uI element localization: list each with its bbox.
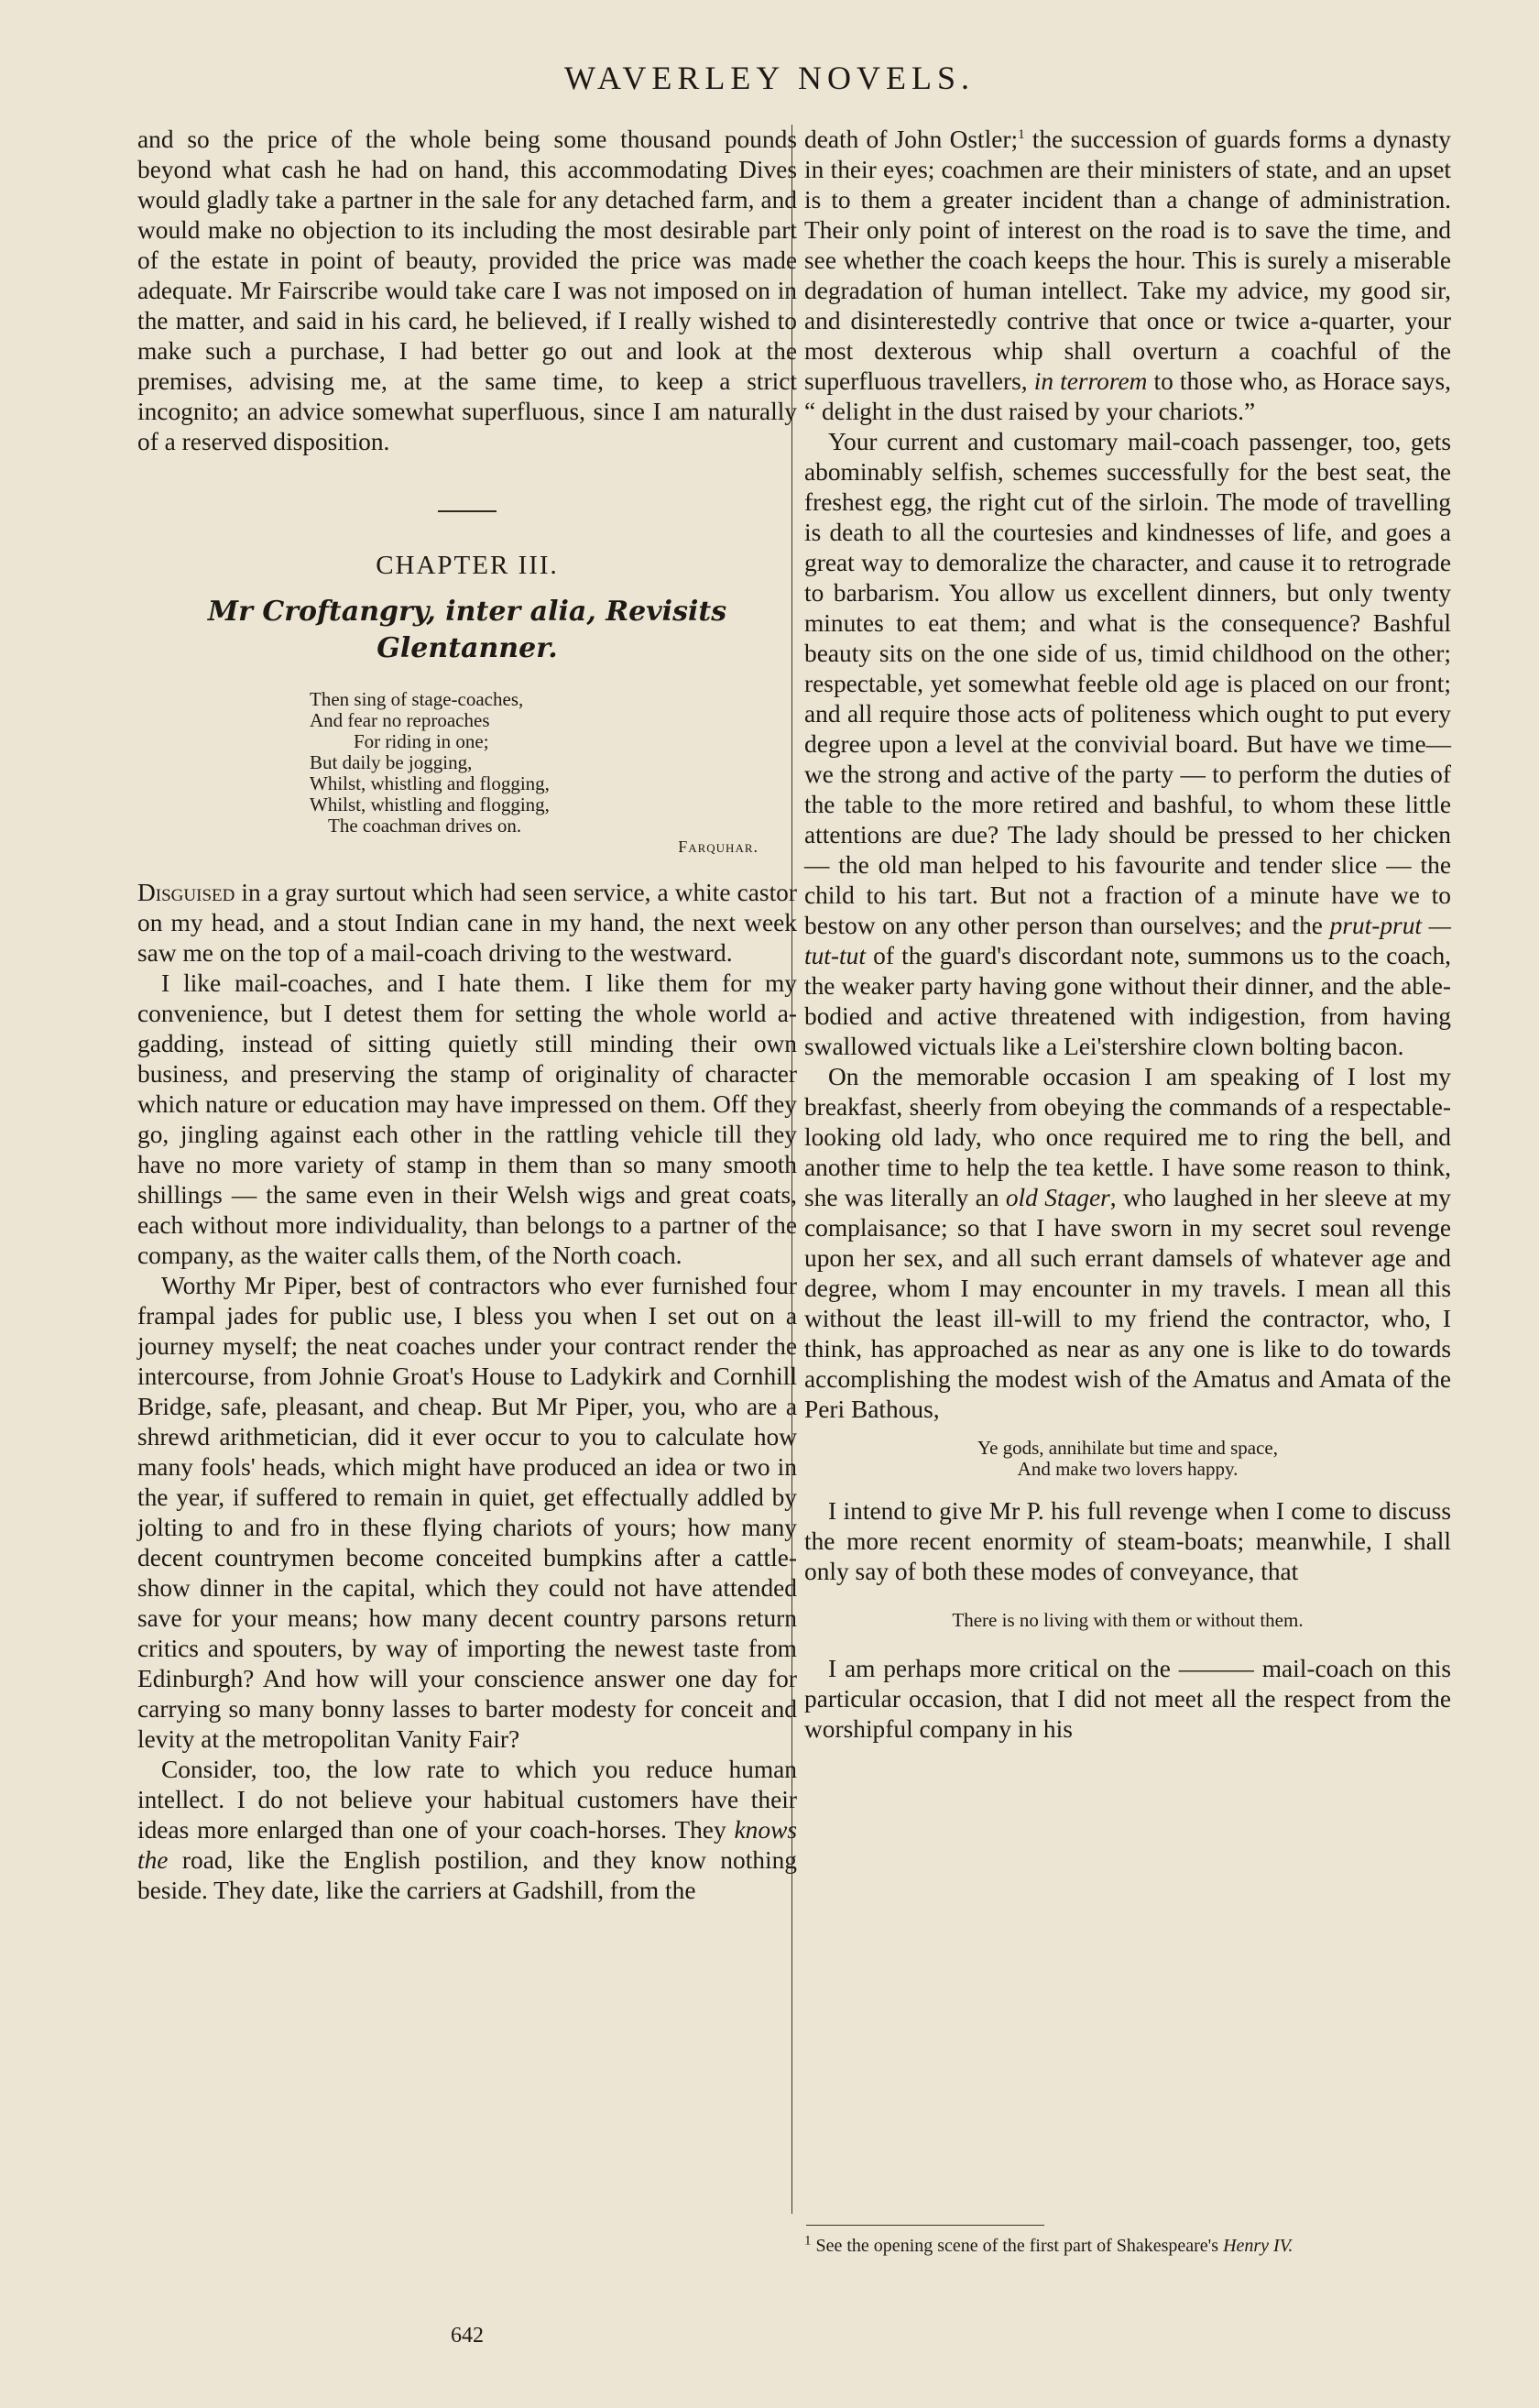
- epigraph-line: For riding in one;: [354, 730, 489, 752]
- emphasis: prut-prut — tut-tut: [804, 912, 1451, 969]
- paragraph-text: death of John Ostler;: [804, 126, 1019, 153]
- verse-quote: [804, 1438, 1451, 1480]
- verse-line: Ye gods, annihilate but time and space,: [977, 1437, 1278, 1459]
- footnote-emphasis: Henry IV.: [1223, 2236, 1293, 2256]
- drop-word: Disguised: [137, 879, 235, 906]
- paragraph: [804, 1062, 1451, 1425]
- chapter-heading: CHAPTER III.: [376, 551, 559, 580]
- paragraph: [137, 1755, 797, 1906]
- paragraph: Worthy Mr Piper, best of contractors who ever furnished four frampal jades for public use, I bless you when I set out on a journey myself; the neat coaches under your contract render the intercourse, from Johnie Groat's House to Ladykirk and Cornhill Bridge, safe, pleasant, and cheap. But Mr Piper, you, who are a shrewd arithmetician, did it ever occur to you to calculate how many fools' heads, which might have produced an idea or two in the year, if suffered to remain in quiet, get effectually addled by jolting to and fro in these flying chariots of yours; how many decent countrymen become conceited bumpkins after a cattle-show dinner in the capital, which they could not have attended save for your means; how many decent country parsons return critics and spouters, by way of importing the newest taste from Edinburgh? And how will your conscience answer one day for carrying so many bonny lasses to barter modesty for conceit and levity at the metropolitan Vanity Fair?: [137, 1272, 797, 1753]
- left-column: [137, 125, 797, 1906]
- paragraph: I am perhaps more critical on the ——— mail-coach on this particular occasion, that I did not meet all the respect from the worshipful company in his: [804, 1655, 1451, 1743]
- emphasis: knows the: [137, 1816, 797, 1874]
- epigraph-line: Whilst, whistling and flogging,: [310, 772, 550, 794]
- paragraph-text: road, like the English postilion, and they know nothing beside. They date, like the carriers at Gadshill, from the: [137, 1846, 797, 1904]
- paragraph-text: in a gray surtout which had seen service, a white castor on my head, and a stout Indian cane in my hand, the next week saw me on the top of a mail-coach driving to the westward.: [137, 879, 797, 967]
- epigraph-line: Whilst, whistling and flogging,: [310, 794, 550, 815]
- verse-line: And make two lovers happy.: [1017, 1458, 1239, 1480]
- footnote-rule: [806, 2225, 1044, 2226]
- paragraph-text: Consider, too, the low rate to which you reduce human intellect. I do not believe your habitual customers have their ideas more enlarged than one of your coach-horses. They: [137, 1756, 797, 1844]
- paragraph: [137, 878, 797, 969]
- epigraph: [310, 689, 797, 858]
- chapter-rule: [438, 510, 497, 512]
- paragraph-text: to those who, as Horace says, “ delight in the dust raised by your chariots.”: [804, 367, 1451, 425]
- paragraph: [804, 125, 1451, 427]
- paragraph-text: the succession of guards forms a dynasty in their eyes; coachmen are their ministers of state, and an upset is to them a greater incident than a change of administration. Their only point of interest on the road is to save the time, and see whether the coach keeps the hour. This is surely a miserable degradation of human intellect. Take my advice, my good sir, and disinterestedly contrive that once or twice a-quarter, your most dexterous whip shall overturn a coachful of the superfluous travellers,: [804, 126, 1452, 395]
- running-head: WAVERLEY NOVELS.: [564, 60, 975, 96]
- footnote-text: See the opening scene of the first part of Shakespeare's: [811, 2236, 1224, 2256]
- opening-paragraph: and so the price of the whole being some thousand pounds beyond what cash he had on hand, this accommodating Dives would gladly take a partner in the sale for any detached farm, and would make no objection to its including the most desirable part of the estate in point of beauty, provided the price was made adequate. Mr Fairscribe would take care I was not imposed on in the matter, and said in his card, he believed, if I really wished to make such a purchase, I had better go out and look at the premises, advising me, at the same time, to keep a strict incognito; an advice somewhat superfluous, since I am naturally of a reserved disposition.: [137, 126, 797, 455]
- epigraph-line: And fear no reproaches: [310, 709, 490, 731]
- epigraph-attribution: Farquhar.: [678, 837, 759, 856]
- paragraph-text: of the guard's discordant note, summons us to the coach, the weaker party having gone without their dinner, and the able-bodied and active threatened with indigestion, from having swallowed victuals like a Lei'stershire clown bolting bacon.: [804, 942, 1451, 1060]
- footnote-ref[interactable]: 1: [1018, 126, 1025, 142]
- paragraph: I intend to give Mr P. his full revenge when I come to discuss the more recent enormity of steam-boats; meanwhile, I shall only say of both these modes of conveyance, that: [804, 1497, 1451, 1585]
- footnote-marker: 1: [804, 2233, 812, 2249]
- epigraph-line: The coachman drives on.: [328, 815, 522, 837]
- chapter-subtitle: Mr Croftangry, inter alia, Revisits Glentanner.: [207, 596, 727, 664]
- emphasis: in terrorem: [1033, 367, 1148, 395]
- right-column: [804, 125, 1451, 1745]
- paragraph: [804, 427, 1451, 1062]
- paragraph-text: Your current and customary mail-coach passenger, too, gets abominably selfish, schemes successfully for the best seat, the freshest egg, the right cut of the sirloin. The mode of travelling is death to all the courtesies and kindnesses of life, and goes a great way to demoralize the character, and cause it to retrograde to barbarism. You allow us excellent dinners, but only twenty minutes to eat them; and what is the consequence? Bashful beauty sits on the one side of us, timid childhood on the other; respectable, yet somewhat feeble old age is placed on our front; and all require those acts of politeness which ought to put every degree upon a level at the convivial board. But have we time—we the strong and active of the party — to perform the duties of the table to the more retired and bashful, to whom these little attentions are due? The lady should be pressed to her chicken — the old man helped to his favourite and tender slice — the child to his tart. But not a fraction of a minute have we to bestow on any other person than ourselves; and the: [804, 428, 1451, 939]
- paragraph-text: , who laughed in her sleeve at my complaisance; so that I have sworn in my secret soul revenge upon her sex, and all such errant damsels of whatever age and degree, whom I may encounter in my travels. I mean all this without the least ill-will to my friend the contractor, who, I think, has approached as near as any one is like to do towards accomplishing the modest wish of the Amatus and Amata of the Peri Bathous,: [804, 1184, 1451, 1423]
- epigraph-line: But daily be jogging,: [310, 751, 473, 773]
- verse-quote-single: There is no living with them or without them.: [952, 1609, 1304, 1631]
- epigraph-line: Then sing of stage-coaches,: [310, 688, 524, 710]
- footnote: [804, 2233, 1451, 2256]
- page-number: 642: [451, 2324, 484, 2348]
- paragraph: I like mail-coaches, and I hate them. I like them for my convenience, but I detest them for setting the whole world a-gadding, instead of sitting quietly still minding their own business, and preserving the stamp of originality of character which nature or education may have impressed on them. Off they go, jingling against each other in the rattling vehicle till they have no more variety of stamp in them than so many smooth shillings — the same even in their Welsh wigs and great coats, each without more individuality, than belongs to a partner of the company, as the waiter calls them, of the North coach.: [137, 969, 797, 1269]
- emphasis: old Stager: [1005, 1184, 1110, 1211]
- paragraph-text: On the memorable occasion I am speaking of I lost my breakfast, sheerly from obeying the commands of a respectable-looking old lady, who once required me to ring the bell, and another time to help the tea kettle. I have some reason to think, she was literally an: [804, 1063, 1451, 1211]
